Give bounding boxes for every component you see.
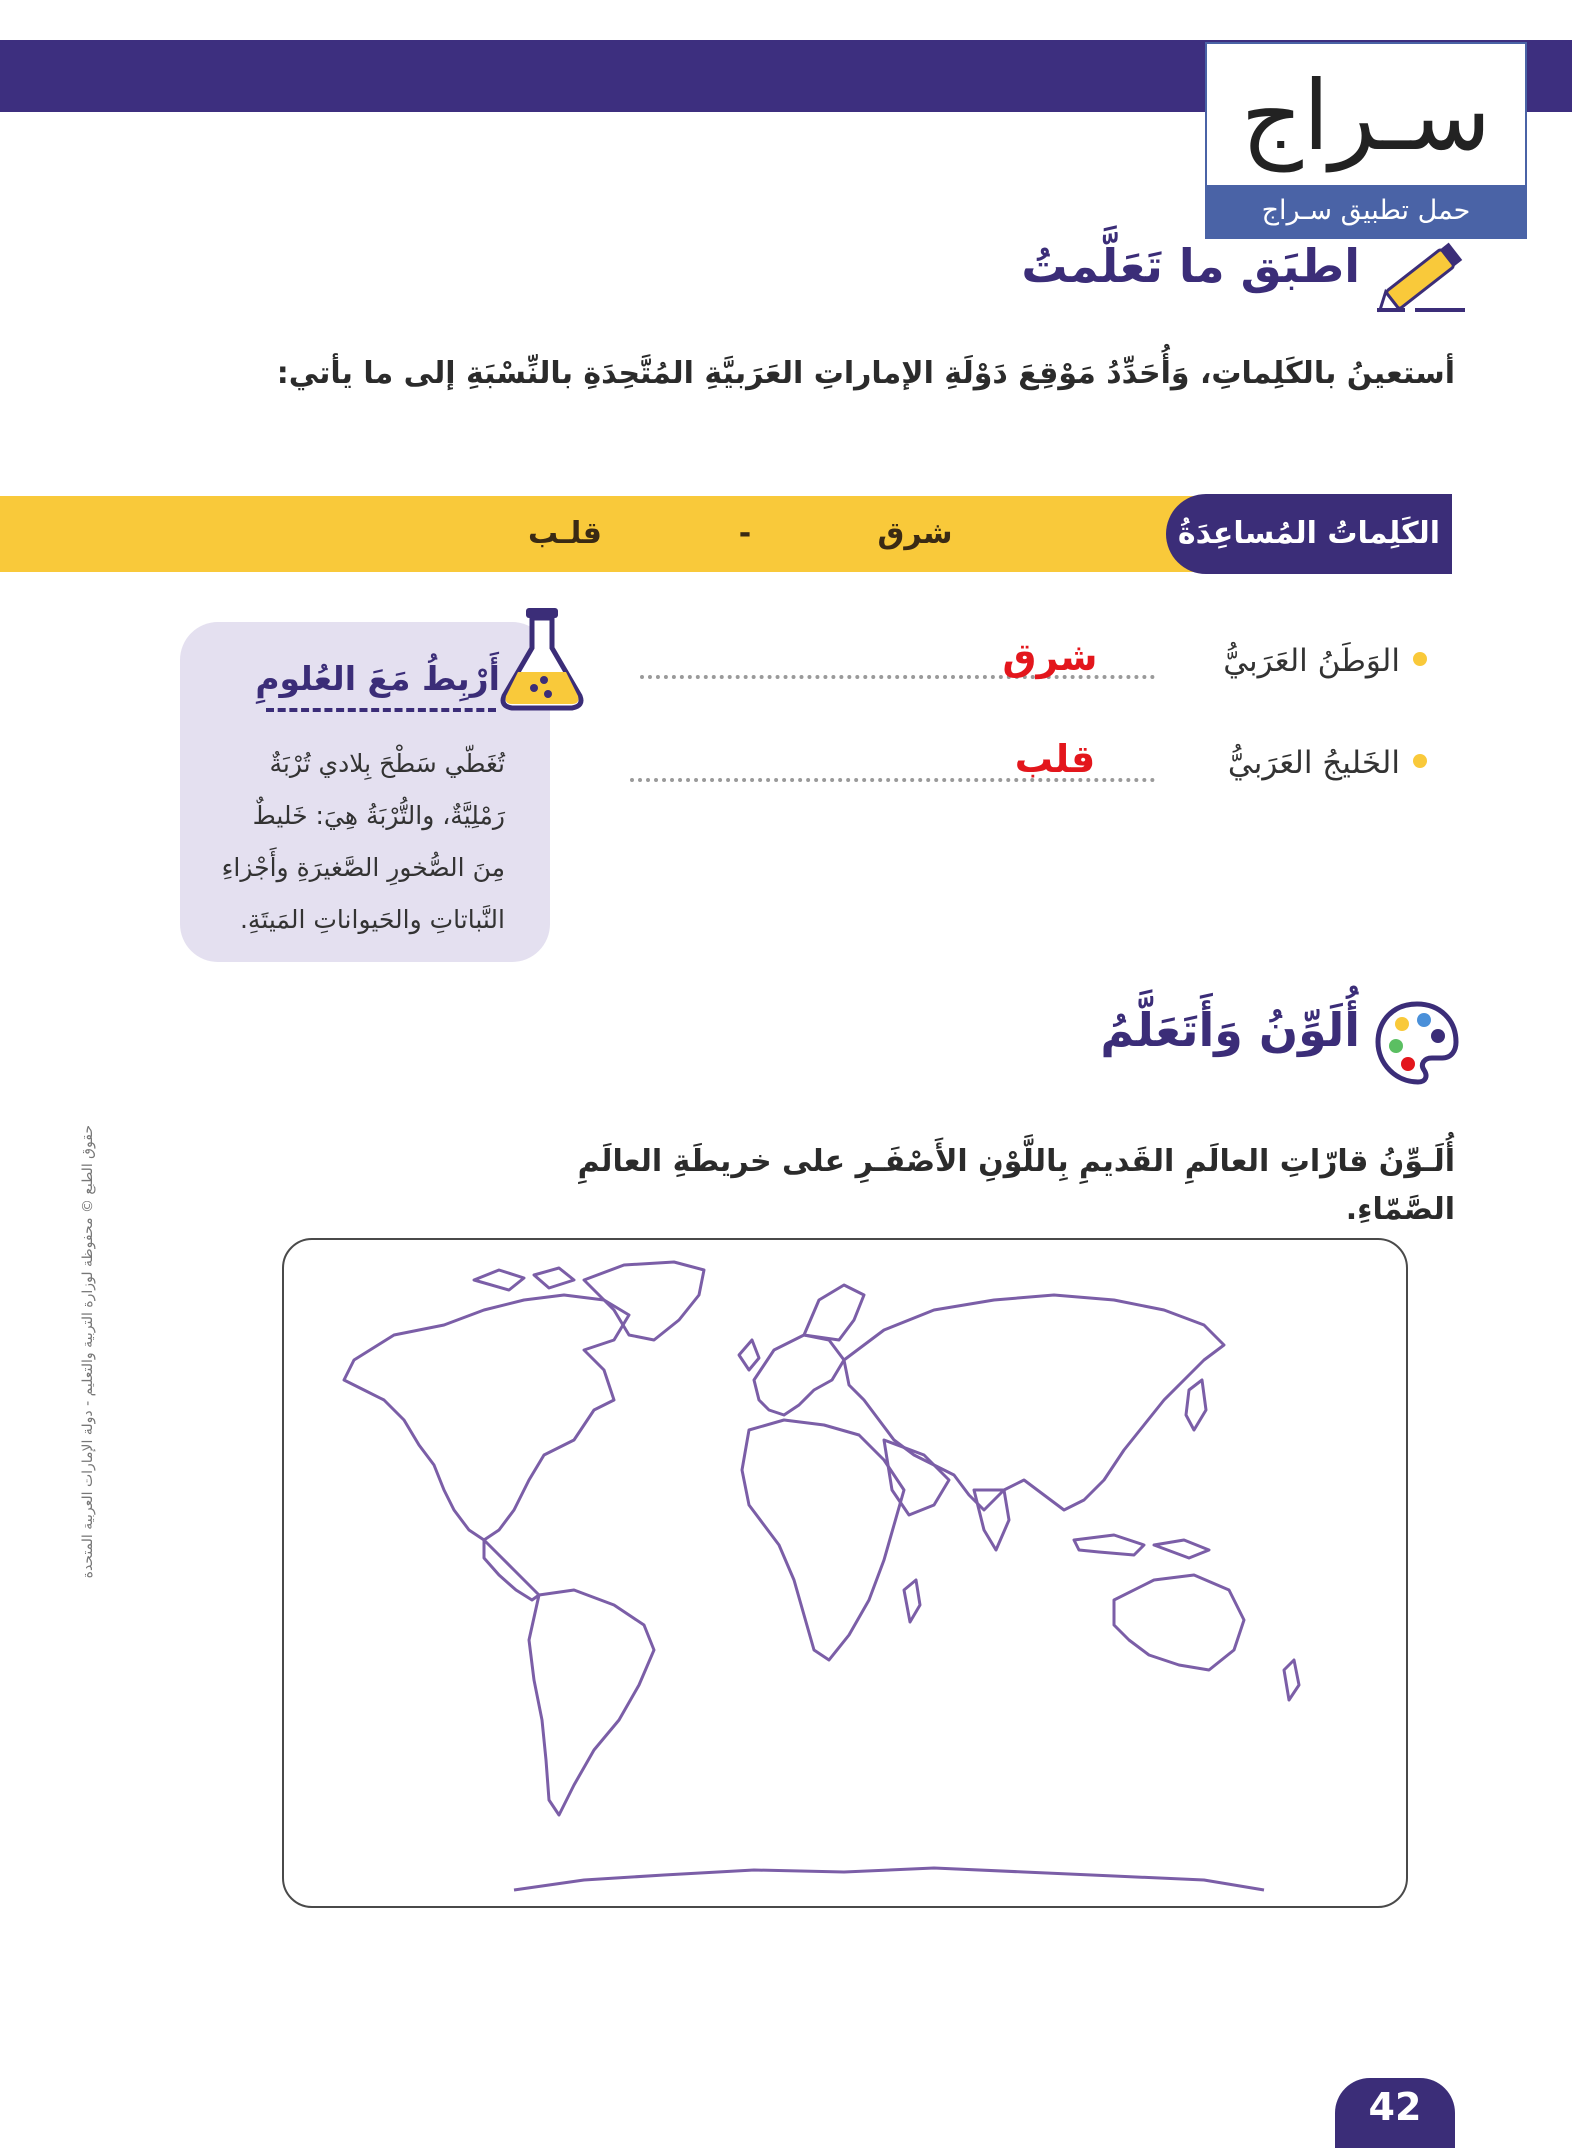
science-line-4: النَّباتاتِ والحَيواناتِ المَيتَةِ. [239,905,505,934]
pencil-icon [1375,240,1470,315]
section-title-apply: اطبَق ما تَعَلَّمتُ [1021,239,1360,293]
question-label-1: الوَطَنُ العَرَبيُّ [1223,643,1400,679]
helper-word-1: شرق [877,516,953,551]
helper-word-separator: - [738,516,752,551]
logo-tagline: حمل تطبيق سـراج [1207,185,1525,237]
helper-word-2: قلـب [528,516,602,551]
helper-words-label: الكَلِماتُ المُساعِدَةُ [1166,494,1452,574]
instruction-apply: أستعينُ بالكَلِماتِ، وَأُحَدِّدُ مَوْقِعَ دَوْلَةِ الإماراتِ العَرَبيَّةِ المُتَّحِدَةِ بالنِّسْبَةِ إلى ما يأتي: [276,356,1455,391]
bullet-icon [1413,652,1427,666]
science-line-2: رَمْلِيَّةٌ، والتُّرْبَةُ هِيَ: خَليطٌ [252,801,505,830]
bullet-icon [1413,754,1427,768]
section-title-color: أُلَوِّنُ وَأَتَعَلَّمُ [1100,1003,1360,1057]
science-title-underline [266,708,496,712]
copyright-text: حقوق الطبع © محفوظة لوزارة التربية والتعليم - دولة الإمارات العربية المتحدة [80,1125,96,1579]
world-map-frame [282,1238,1408,1908]
palette-icon [1372,998,1462,1088]
flask-icon [496,604,588,714]
science-title: أَرْبِطُ مَعَ العُلومِ [255,659,500,698]
logo-word: سـراج [1240,60,1492,172]
science-text [205,738,505,948]
copyright-side-note [80,1125,96,1579]
siraj-logo [1205,42,1527,239]
science-line-3: مِنَ الصُّخورِ الصَّغيرَةِ وأَجْزاءِ [221,853,505,882]
world-map-outline[interactable] [284,1240,1406,1906]
question-label-2: الخَليجُ العَرَبيُّ [1227,745,1400,781]
answer-1[interactable]: شرق [1002,635,1098,679]
instruction-color: أُلَـوِّنُ قارّاتِ العالَمِ القَديمِ بِاللَّوْنِ الأَصْفَـرِ على خريطَةِ العالَمِ الصَّمّاءِ. [577,1144,1455,1227]
answer-2[interactable]: قلب [1014,737,1096,781]
science-line-1: تُغَطّي سَطْحَ بِلادي تُرْبَةٌ [269,749,505,778]
page-number: 42 [1368,2085,1422,2129]
